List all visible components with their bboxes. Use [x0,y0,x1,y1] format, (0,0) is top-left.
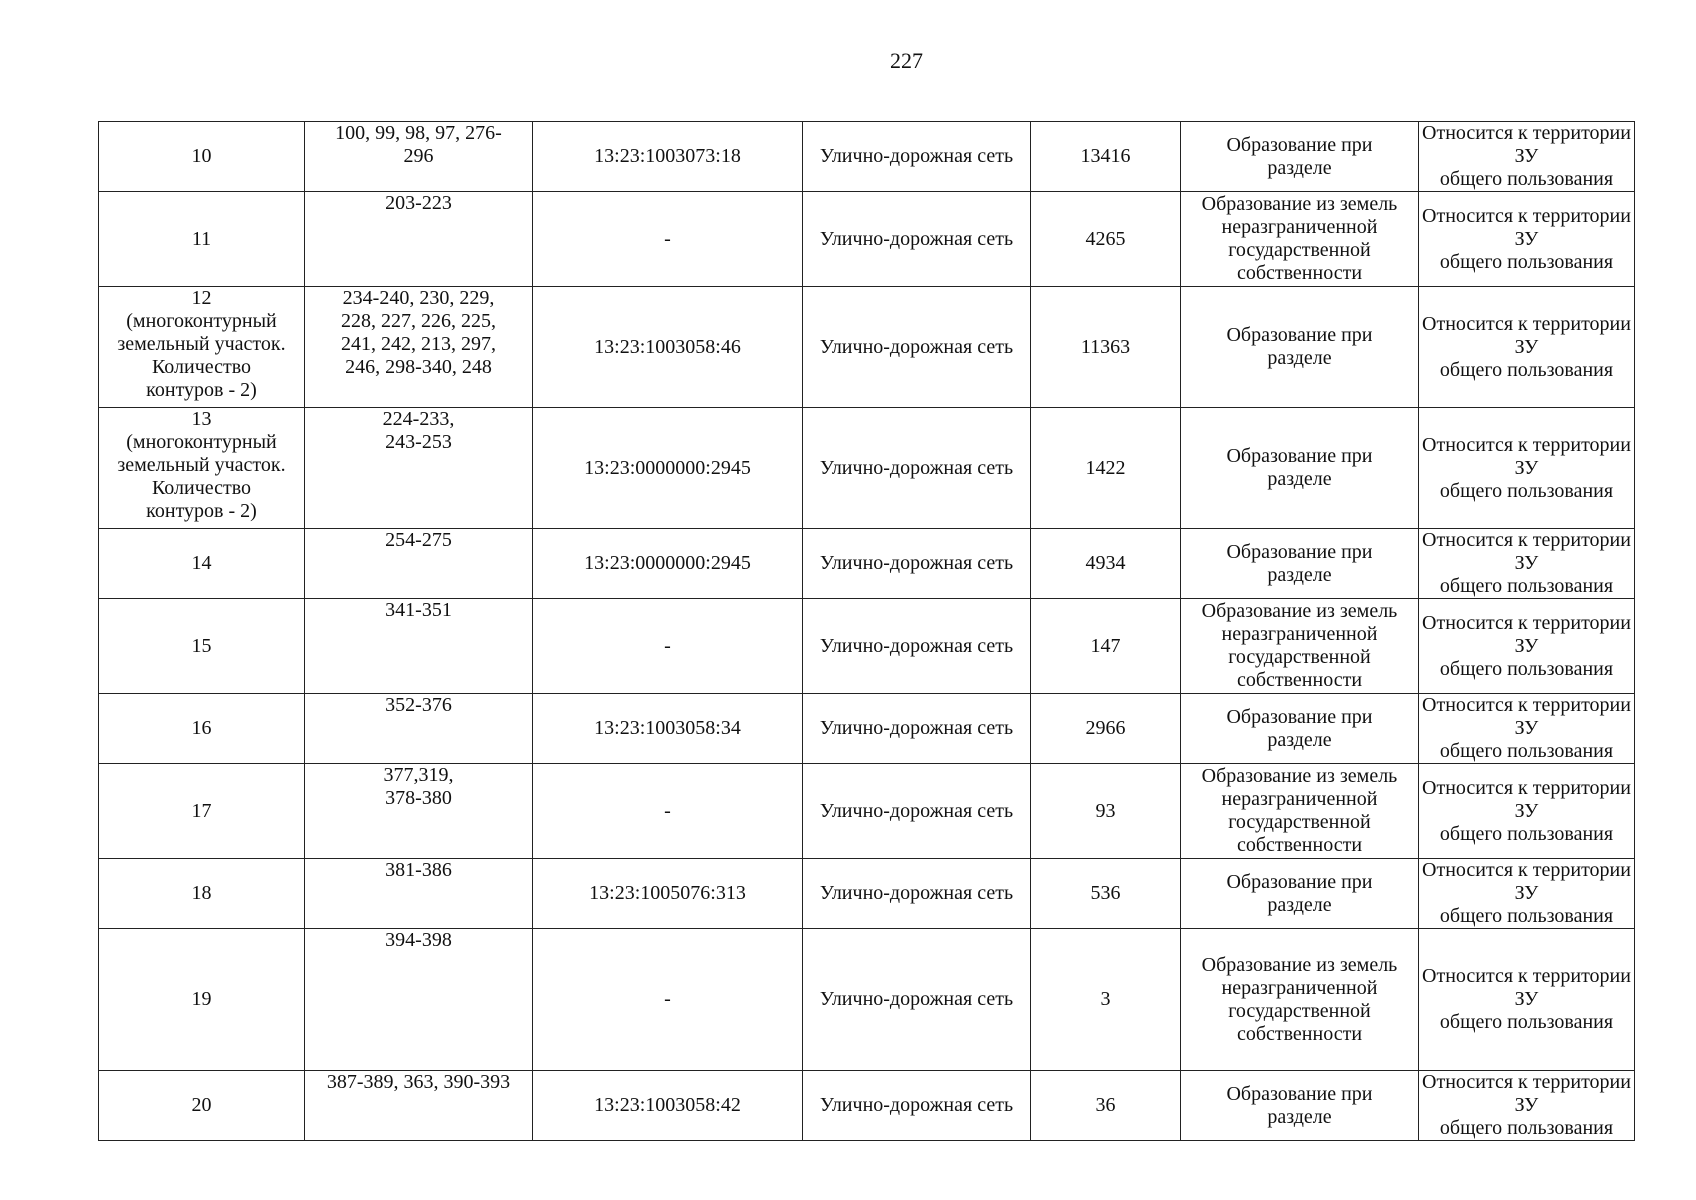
note-line: общего пользования [1439,905,1614,927]
plot-number-detail: Количество [151,477,252,499]
note-cell [1419,859,1635,929]
note-line: Относится к территории ЗУ [1422,1071,1631,1116]
plot-number-detail: (многоконтурный [126,310,277,332]
permitted-use-cell: Улично-дорожная сеть [803,529,1031,599]
table-row [99,1071,1635,1141]
formation-method-cell [1181,599,1419,694]
note-cell [1419,1071,1635,1141]
note-cell [1419,764,1635,859]
points-line: 352-376 [385,694,452,716]
plot-number: 15 [191,634,212,657]
cadastral-number-cell: 13:23:1003058:46 [533,287,803,408]
table-row [99,192,1635,287]
points-line: 224-233, [382,408,455,430]
note-cell [1419,529,1635,599]
points-line: 228, 227, 226, 225, [341,310,496,332]
plot-number: 11 [191,227,212,250]
note-line: Относится к территории ЗУ [1422,312,1631,358]
points-line: 234-240, 230, 229, [342,287,495,309]
plot-number-cell [99,529,305,599]
note-line: общего пользования [1439,479,1614,502]
permitted-use-cell: Улично-дорожная сеть [803,764,1031,859]
note-cell [1419,192,1635,287]
method-line: разделе [1267,347,1332,369]
cadastral-number-cell: - [533,764,803,859]
points-cell [305,859,533,929]
formation-method-cell [1181,287,1419,408]
note-line: Относится к территории ЗУ [1422,776,1631,822]
cadastral-number-cell: 13:23:1005076:313 [533,859,803,929]
cadastral-number-cell: - [533,929,803,1071]
formation-method-cell [1181,764,1419,859]
cadastral-number-cell: 13:23:0000000:2945 [533,408,803,529]
method-line: неразграниченной [1221,623,1378,645]
area-cell: 4265 [1031,192,1181,287]
plot-number: 18 [191,882,212,904]
area-cell: 11363 [1031,287,1181,408]
note-line: Относится к территории ЗУ [1422,433,1631,479]
permitted-use-cell: Улично-дорожная сеть [803,1071,1031,1141]
method-line: Образование при [1226,324,1373,346]
plot-number-cell [99,408,305,529]
method-line: Образование при [1226,1082,1373,1105]
permitted-use-cell: Улично-дорожная сеть [803,192,1031,287]
method-line: неразграниченной [1221,976,1378,999]
plot-number: 12 [191,287,212,309]
points-cell [305,192,533,287]
formation-method-cell [1181,408,1419,529]
note-cell [1419,408,1635,529]
note-line: общего пользования [1439,358,1614,381]
table-row [99,694,1635,764]
points-line: 377,319, [383,764,454,786]
method-line: неразграниченной [1221,788,1378,810]
note-line: общего пользования [1439,740,1614,762]
plot-number: 17 [191,799,212,822]
note-cell [1419,287,1635,408]
plot-number: 14 [191,552,212,574]
method-line: собственности [1236,669,1363,691]
plot-number-detail: контуров - 2) [146,379,257,401]
method-line: Образование при [1226,705,1373,728]
cadastral-number-cell: 13:23:0000000:2945 [533,529,803,599]
table-row [99,122,1635,192]
formation-method-cell [1181,859,1419,929]
permitted-use-cell: Улично-дорожная сеть [803,694,1031,764]
plot-number-cell [99,929,305,1071]
method-line: Образование из земель [1201,765,1398,787]
points-cell [305,694,533,764]
method-line: Образование при [1226,870,1373,893]
cadastral-number-cell: - [533,599,803,694]
permitted-use-cell: Улично-дорожная сеть [803,859,1031,929]
area-cell: 13416 [1031,122,1181,192]
table-row [99,408,1635,529]
points-line: 100, 99, 98, 97, 276- [335,122,502,144]
method-line: разделе [1267,156,1332,179]
plot-number-cell [99,1071,305,1141]
formation-method-cell [1181,122,1419,192]
method-line: собственности [1236,1022,1363,1045]
plot-number: 20 [191,1094,212,1116]
method-line: Образование при [1226,133,1373,156]
method-line: собственности [1236,834,1363,856]
note-line: Относится к территории ЗУ [1422,965,1631,1010]
plot-number: 10 [191,145,212,167]
method-line: государственной [1228,811,1371,833]
points-line: 387-389, 363, 390-393 [326,1071,511,1093]
method-line: государственной [1228,239,1371,261]
points-line: 246, 298-340, 248 [345,356,492,378]
table-row [99,764,1635,859]
plot-number-cell [99,859,305,929]
points-cell [305,408,533,529]
method-line: разделе [1267,1105,1332,1128]
permitted-use-cell: Улично-дорожная сеть [803,287,1031,408]
table-row [99,929,1635,1071]
plot-number-detail: Количество [151,356,252,378]
note-cell [1419,694,1635,764]
cadastral-number-cell: 13:23:1003073:18 [533,122,803,192]
method-line: разделе [1267,563,1332,586]
area-cell: 36 [1031,1071,1181,1141]
permitted-use-cell: Улично-дорожная сеть [803,599,1031,694]
points-cell [305,122,533,192]
note-line: Относится к территории ЗУ [1422,859,1631,904]
plot-number: 13 [191,408,212,430]
formation-method-cell [1181,1071,1419,1141]
table-row [99,529,1635,599]
note-line: Относится к территории ЗУ [1422,204,1631,250]
method-line: неразграниченной [1221,216,1378,238]
formation-method-cell [1181,529,1419,599]
area-cell: 1422 [1031,408,1181,529]
area-cell: 536 [1031,859,1181,929]
area-cell: 93 [1031,764,1181,859]
note-line: общего пользования [1439,168,1614,190]
plot-number: 16 [191,717,212,739]
note-line: общего пользования [1439,822,1614,845]
method-line: Образование из земель [1201,193,1398,215]
note-cell [1419,599,1635,694]
note-line: общего пользования [1439,657,1614,680]
cadastral-number-cell: 13:23:1003058:42 [533,1071,803,1141]
plot-number-cell [99,192,305,287]
note-cell [1419,122,1635,192]
points-line: 394-398 [385,929,452,951]
note-cell [1419,929,1635,1071]
formation-method-cell [1181,192,1419,287]
points-line: 381-386 [385,859,452,881]
plot-number-detail: (многоконтурный [126,431,277,453]
points-line: 378-380 [385,787,452,809]
plot-number-cell [99,694,305,764]
table-row [99,287,1635,408]
cadastral-number-cell: 13:23:1003058:34 [533,694,803,764]
method-line: собственности [1236,262,1363,284]
method-line: разделе [1267,893,1332,916]
method-line: Образование из земель [1201,600,1398,622]
plot-number-cell [99,122,305,192]
plot-number: 19 [191,988,212,1010]
land-plots-table [98,121,1635,1141]
method-line: разделе [1267,728,1332,751]
formation-method-cell [1181,929,1419,1071]
points-cell [305,599,533,694]
table-body [99,122,1635,1141]
note-line: общего пользования [1439,1117,1614,1139]
permitted-use-cell: Улично-дорожная сеть [803,122,1031,192]
points-line: 254-275 [385,529,452,551]
method-line: разделе [1267,468,1332,490]
permitted-use-cell: Улично-дорожная сеть [803,929,1031,1071]
points-line: 241, 242, 213, 297, [341,333,496,355]
note-line: общего пользования [1439,250,1614,273]
plot-number-detail: земельный участок. [117,333,286,355]
method-line: государственной [1228,646,1371,668]
plot-number-detail: земельный участок. [117,454,286,476]
permitted-use-cell: Улично-дорожная сеть [803,408,1031,529]
table-row [99,599,1635,694]
note-line: Относится к территории ЗУ [1422,694,1631,739]
area-cell: 2966 [1031,694,1181,764]
points-cell [305,764,533,859]
points-cell [305,929,533,1071]
area-cell: 3 [1031,929,1181,1071]
note-line: Относится к территории ЗУ [1422,529,1631,574]
plot-number-cell [99,764,305,859]
points-cell [305,529,533,599]
note-line: Относится к территории ЗУ [1422,611,1631,657]
area-cell: 4934 [1031,529,1181,599]
note-line: общего пользования [1439,1011,1614,1033]
plot-number-detail: контуров - 2) [146,500,257,522]
method-line: Образование при [1226,445,1373,467]
method-line: государственной [1228,999,1371,1022]
points-cell [305,1071,533,1141]
plot-number-cell [99,287,305,408]
plot-number-cell [99,599,305,694]
table-row [99,859,1635,929]
note-line: Относится к территории ЗУ [1422,122,1631,167]
points-cell [305,287,533,408]
method-line: Образование при [1226,540,1373,563]
area-cell: 147 [1031,599,1181,694]
note-line: общего пользования [1439,575,1614,597]
page-number: 227 [890,48,923,73]
formation-method-cell [1181,694,1419,764]
points-line: 203-223 [385,192,452,214]
cadastral-number-cell: - [533,192,803,287]
points-line: 341-351 [385,599,452,621]
method-line: Образование из земель [1201,953,1398,976]
points-line: 296 [403,145,434,167]
points-line: 243-253 [385,431,452,453]
